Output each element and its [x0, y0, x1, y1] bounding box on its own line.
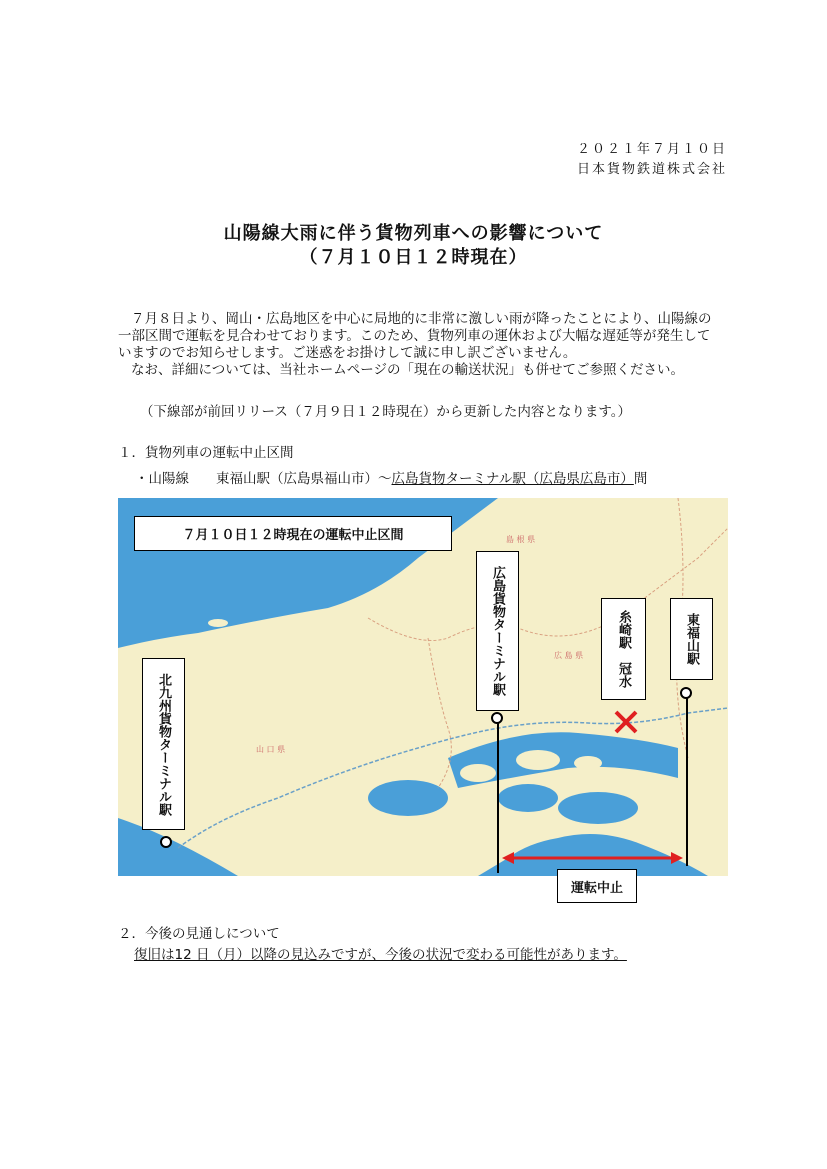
- station-higashifukuyama-label: 東福山駅: [670, 598, 713, 680]
- section1-line-suffix: 間: [633, 471, 648, 487]
- station-kitakyushu-label: 北九州貨物ターミナル駅: [142, 658, 185, 830]
- station-hiroshima-label: 広島貨物ターミナル駅: [476, 551, 519, 711]
- page-subtitle: （７月１０日１２時現在）: [299, 247, 528, 268]
- label-shimane: 島 根 県: [506, 535, 536, 544]
- map-caption: ７月１０日１２時現在の運転中止区間: [134, 516, 452, 551]
- station-higashifukuyama-marker: [680, 687, 692, 699]
- release-date: ２０２１年７月１０日: [576, 142, 727, 157]
- station-kitakyushu-marker: [160, 836, 172, 848]
- station-hiroshima-marker: [491, 712, 503, 724]
- section1-line: [135, 467, 647, 487]
- intro-paragraph-2: なお、詳細については、当社ホームページの「現在の輸送状況」も併せてご参照ください。: [131, 362, 684, 378]
- label-yamaguchi: 山 口 県: [256, 745, 286, 754]
- suspended-section-label: 運転中止: [557, 869, 637, 903]
- station-itozaki-label: 糸崎駅 冠水: [601, 598, 646, 700]
- section1-heading: １．貨物列車の運転中止区間: [118, 445, 294, 461]
- section1-line-prefix: ・山陽線 東福山駅（広島県福山市）～: [135, 471, 392, 487]
- page-title: 山陽線大雨に伴う貨物列車への影響について: [223, 223, 604, 244]
- intro-paragraph-3: （下線部が前回リリース（７月９日１２時現在）から更新した内容となります。）: [140, 404, 631, 420]
- route-map: [118, 498, 728, 876]
- label-hiroshima: 広 島 県: [554, 651, 584, 660]
- section2-text: 復旧は12 日（月）以降の見込みですが、今後の状況で変わる可能性があります。: [134, 947, 627, 963]
- section2-heading: ２．今後の見通しについて: [118, 926, 280, 942]
- intro-paragraph-1: ７月８日より、岡山・広島地区を中心に局地的に非常に激しい雨が降ったことにより、山陽線の一部区間で運転を見合わせております。このため、貨物列車の運休および大幅な遅延等が発生していますのでお知らせします。ご迷惑をお掛けして誠に申し訳ございません。: [118, 311, 712, 361]
- company-name: 日本貨物鉄道株式会社: [576, 162, 727, 177]
- section1-line-updated: 広島貨物ターミナル駅（広島県広島市）: [391, 471, 634, 487]
